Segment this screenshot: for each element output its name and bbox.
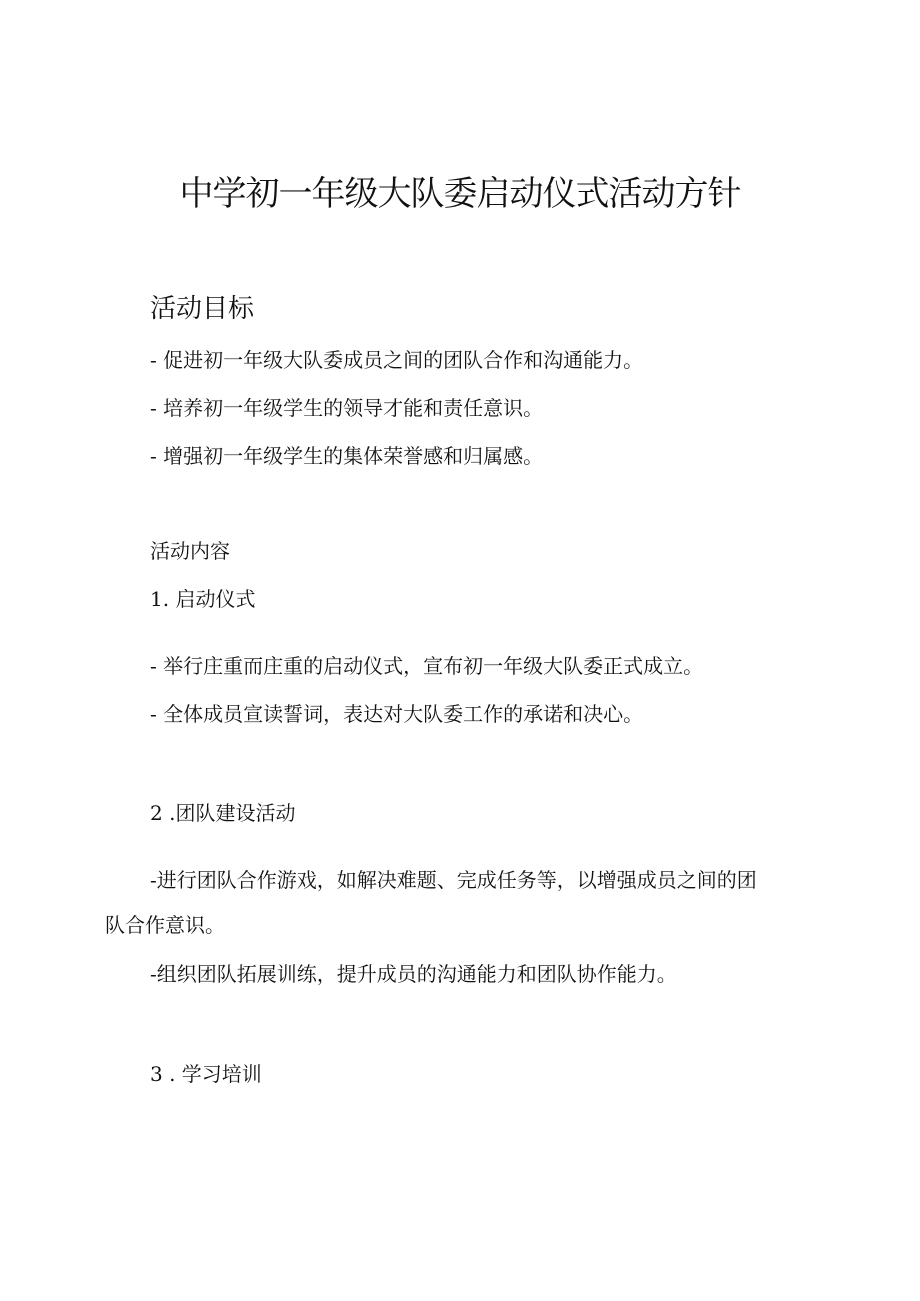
section1-item-2: - 全体成员宣读誓词，表达对大队委工作的承诺和决心。 (150, 702, 644, 726)
section2-title: 2 .团队建设活动 (150, 801, 296, 825)
section2-item-1-continued: 队合作意识。 (105, 913, 225, 937)
section1-title: 1. 启动仪式 (150, 587, 256, 611)
section3-title: 3 . 学习培训 (150, 1062, 262, 1086)
goals-heading: 活动目标 (150, 294, 255, 324)
section2-item-1: -进行团队合作游戏，如解决难题、完成任务等，以增强成员之间的团 (150, 868, 757, 892)
goal-item-2: - 培养初一年级学生的领导才能和责任意识。 (150, 396, 544, 420)
section2-item-2: -组织团队拓展训练，提升成员的沟通能力和团队协作能力。 (150, 962, 677, 986)
content-heading: 活动内容 (150, 539, 230, 563)
document-title: 中学初一年级大队委启动仪式活动方针 (179, 174, 741, 214)
section1-item-1: - 举行庄重而庄重的启动仪式，宣布初一年级大队委正式成立。 (150, 654, 704, 678)
goal-item-3: - 增强初一年级学生的集体荣誉感和归属感。 (150, 444, 544, 468)
goal-item-1: - 促进初一年级大队委成员之间的团队合作和沟通能力。 (150, 348, 644, 372)
